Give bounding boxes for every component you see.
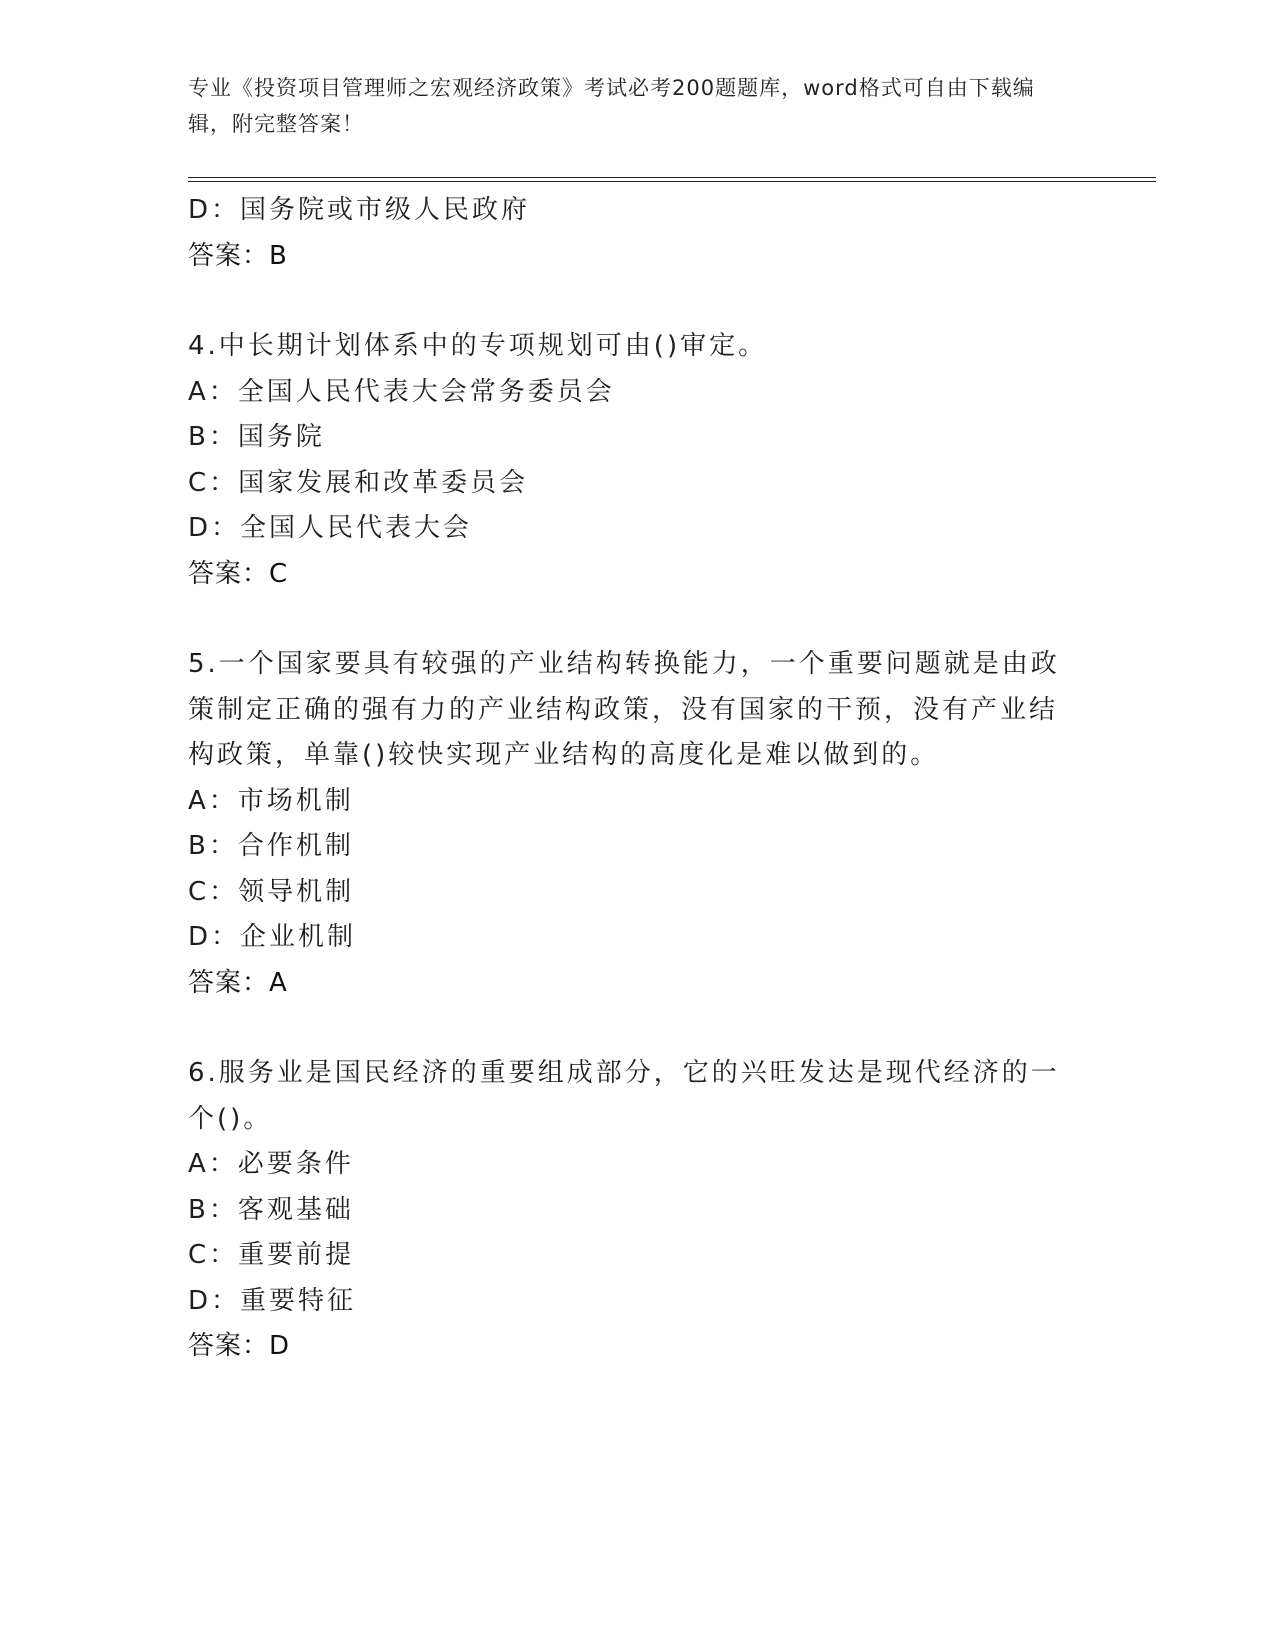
question-stem: 6.服务业是国民经济的重要组成部分，它的兴旺发达是现代经济的一个()。 [188, 1058, 1060, 1134]
answer: 答案：C [188, 558, 289, 589]
option-b: B：客观基础 [188, 1194, 354, 1225]
option-d: D：重要特征 [188, 1285, 357, 1316]
carryover-answer: 答案：B [188, 240, 288, 271]
question-5 [188, 642, 1068, 1006]
option-d: D：企业机制 [188, 922, 357, 952]
question-stem: 4.中长期计划体系中的专项规划可由()审定。 [188, 331, 768, 361]
question-6 [188, 1051, 1068, 1370]
document-header: 专业《投资项目管理师之宏观经济政策》考试必考200题题库，word格式可自由下载编辑，附完整答案！ [188, 76, 1035, 136]
answer: 答案：A [188, 967, 288, 998]
option-b: B：合作机制 [188, 831, 354, 861]
option-c: C：国家发展和改革委员会 [188, 467, 529, 498]
option-b: B：国务院 [188, 422, 325, 452]
option-c: C：领导机制 [188, 876, 355, 907]
option-a: A：市场机制 [188, 785, 354, 816]
question-4 [188, 324, 1068, 597]
question-list [188, 188, 1068, 1370]
option-a: A：全国人民代表大会常务委员会 [188, 376, 615, 407]
option-d: D：全国人民代表大会 [188, 513, 473, 543]
carryover-option-d: D：国务院或市级人民政府 [188, 195, 531, 225]
option-a: A：必要条件 [188, 1149, 354, 1179]
question-stem: 5.一个国家要具有较强的产业结构转换能力，一个重要问题就是由政策制定正确的强有力的产业结构政策，没有国家的干预，没有产业结构政策，单靠()较快实现产业结构的高度化是难以做到的。 [188, 649, 1060, 770]
option-c: C：重要前提 [188, 1240, 355, 1270]
answer: 答案：D [188, 1331, 291, 1361]
header-double-rule [188, 177, 1156, 182]
